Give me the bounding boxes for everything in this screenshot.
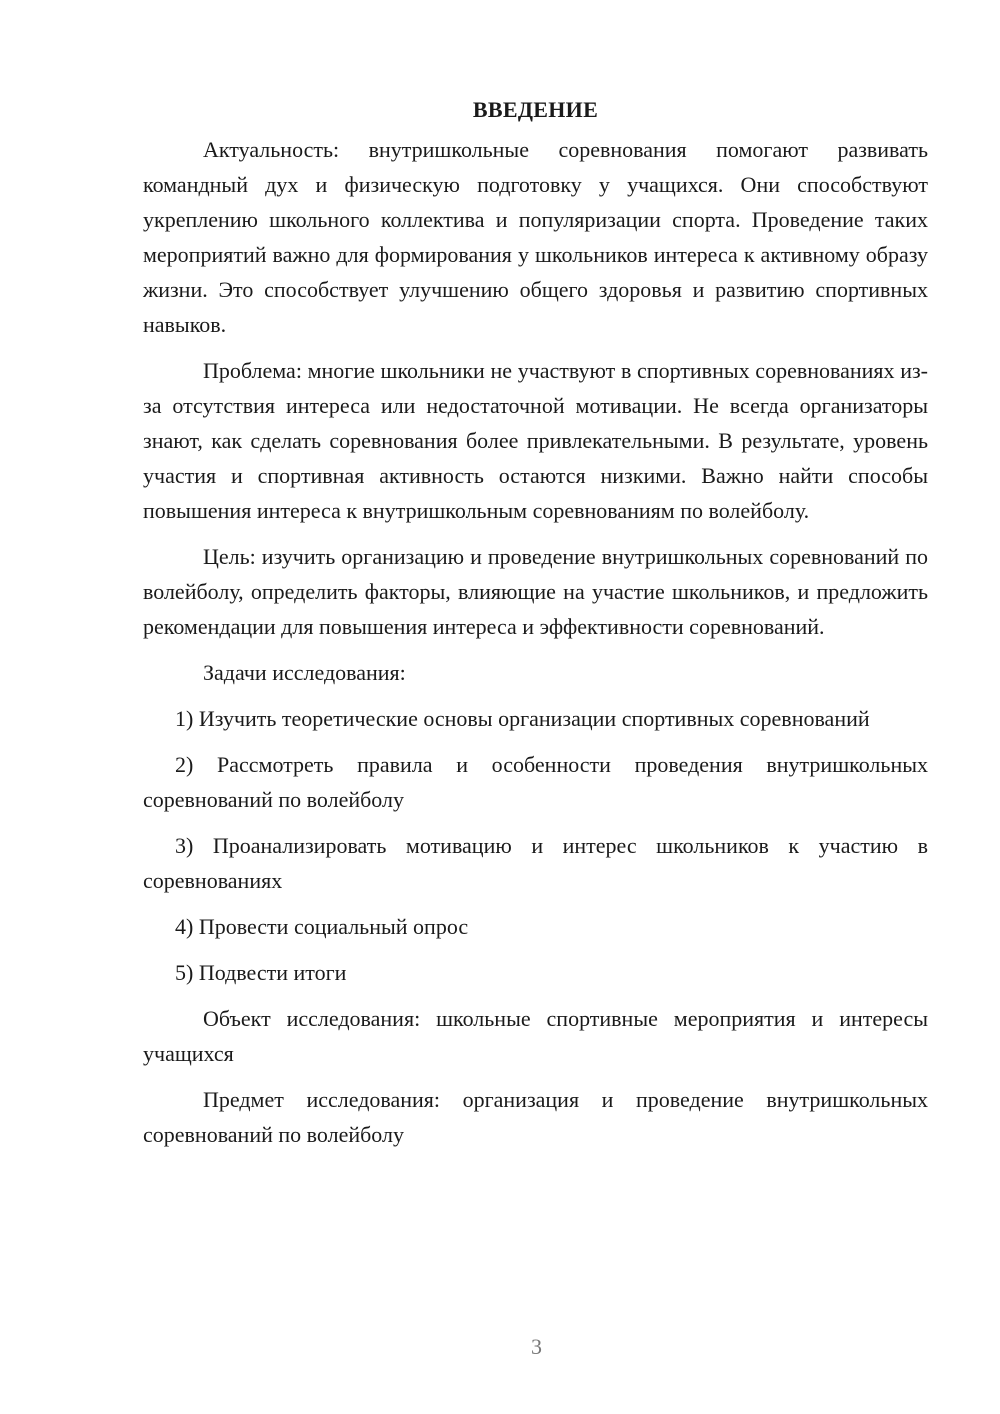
task-item: 4) Провести социальный опрос xyxy=(175,914,469,939)
subject-paragraph: Предмет исследования: организация и проведение внутришкольных соревнований по волейболу xyxy=(143,1087,928,1147)
task-item: 2) Рассмотреть правила и особенности проведения внутришкольных соревнований по волейболу xyxy=(143,752,928,812)
page-number: 3 xyxy=(531,1334,542,1359)
relevance-paragraph: Актуальность: внутришкольные соревнования помогают развивать командный дух и физическую подготовку у учащихся. Они способствуют укреплению школьного коллектива и популяризации спорта. Проведение таких мероприятий важно для формирования у школьников интереса к активному образу жизни. Это способствует улучшению общего здоровья и развитию спортивных навыков. xyxy=(143,137,928,337)
goal-paragraph: Цель: изучить организацию и проведение внутришкольных соревнований по волейболу, определить факторы, влияющие на участие школьников, и предложить рекомендации для повышения интереса и эффективности соревнований. xyxy=(143,544,928,639)
object-paragraph: Объект исследования: школьные спортивные мероприятия и интересы учащихся xyxy=(143,1006,928,1066)
section-title: ВВЕДЕНИЕ xyxy=(472,97,599,122)
task-item: 5) Подвести итоги xyxy=(175,960,347,985)
document-body xyxy=(143,92,928,1152)
tasks-heading: Задачи исследования: xyxy=(203,660,406,685)
task-item: 3) Проанализировать мотивацию и интерес школьников к участию в соревнованиях xyxy=(143,833,928,893)
task-item: 1) Изучить теоретические основы организации спортивных соревнований xyxy=(175,706,870,731)
problem-paragraph: Проблема: многие школьники не участвуют в спортивных соревнованиях из-за отсутствия интереса или недостаточной мотивации. Не всегда организаторы знают, как сделать соревнования более привлекательными. В результате, уровень участия и спортивная активность остаются низкими. Важно найти способы повышения интереса к внутришкольным соревнованиям по волейболу. xyxy=(143,358,928,523)
